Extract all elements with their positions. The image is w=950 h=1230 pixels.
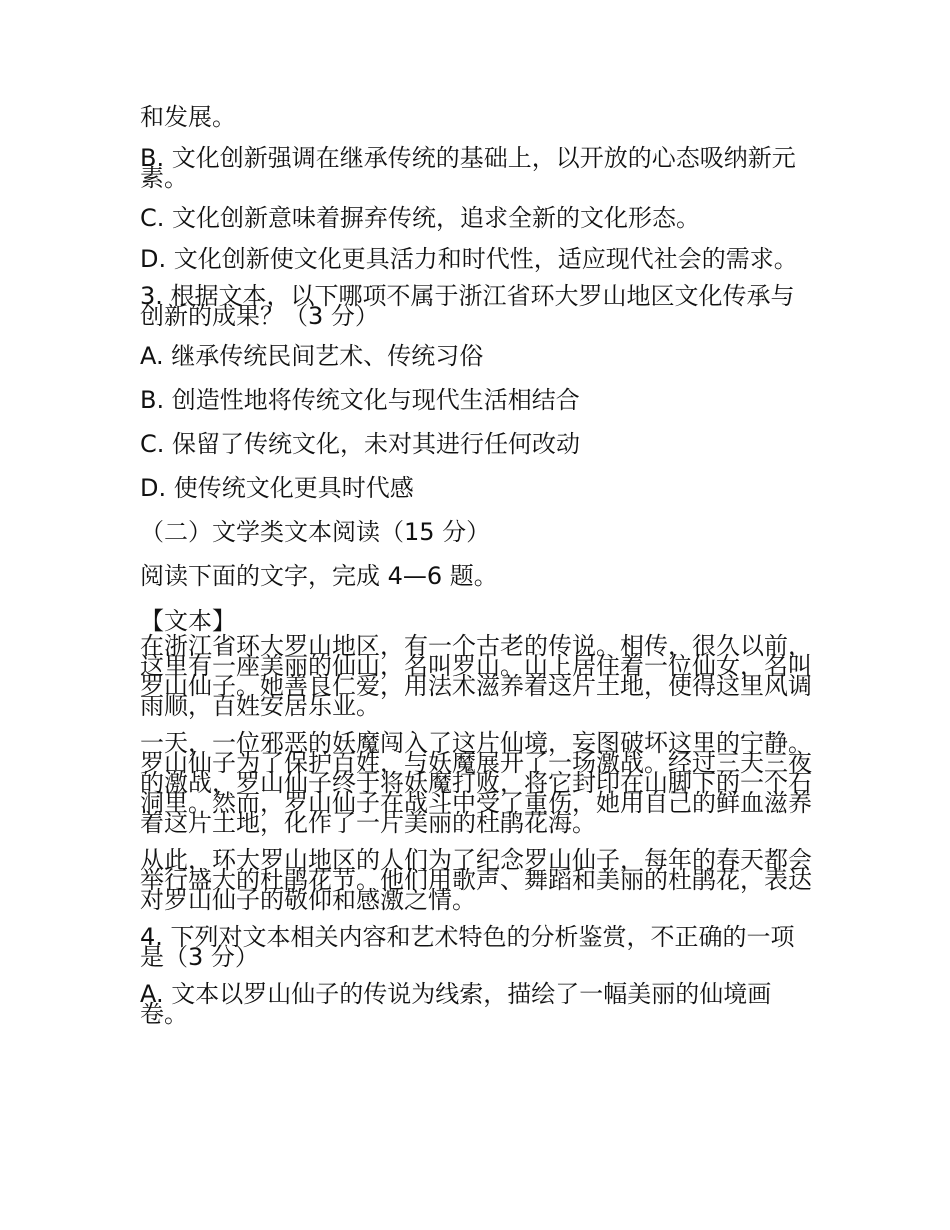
story-paragraph-2: 一天，一位邪恶的妖魔闯入了这片仙境，妄图破坏这里的宁静。罗山仙子为了保护百姓，与妖魔展开了一场激战。经过三天三夜的激战，罗山仙子终于将妖魔打败，将它封印在山脚下的一个石洞里。然而，罗山仙子在战斗中受了重伤，她用自己的鲜血滋养着这片土地，化作了一片美丽的杜鹃花海。: [140, 729, 812, 837]
question-3-option-a: A. 继承传统民间艺术、传统习俗: [140, 342, 484, 370]
question-3-option-b: B. 创造性地将传统文化与现代生活相结合: [140, 386, 580, 414]
question-4: 4. 下列对文本相关内容和艺术特色的分析鉴赏，不正确的一项是（3 分）: [140, 923, 795, 971]
option-b: B. 文化创新强调在继承传统的基础上，以开放的心态吸纳新元素。: [140, 144, 796, 192]
question-3-option-c: C. 保留了传统文化，未对其进行任何改动: [140, 430, 581, 458]
text-label: 【文本】: [140, 607, 236, 635]
document-body: [140, 104, 815, 1041]
question-3-option-d: D. 使传统文化更具时代感: [140, 474, 414, 502]
story-paragraph-1: 在浙江省环大罗山地区，有一个古老的传说。相传，很久以前，这里有一座美丽的仙山，名叫罗山。山上居住着一位仙女，名叫罗山仙子。她善良仁爱，用法术滋养着这片土地，使得这里风调雨顺，百姓安居乐业。: [140, 632, 812, 720]
story-paragraph-3: 从此，环大罗山地区的人们为了纪念罗山仙子，每年的春天都会举行盛大的杜鹃花节。他们用歌声、舞蹈和美丽的杜鹃花，表达对罗山仙子的敬仰和感激之情。: [140, 846, 812, 914]
option-d: D. 文化创新使文化更具活力和时代性，适应现代社会的需求。: [140, 245, 798, 273]
paragraph-continuation: 和发展。: [140, 103, 236, 131]
reading-instruction: 阅读下面的文字，完成 4—6 题。: [140, 562, 498, 590]
section-title: （二）文学类文本阅读（15 分）: [140, 518, 491, 546]
question-4-option-a: A. 文本以罗山仙子的传说为线索，描绘了一幅美丽的仙境画卷。: [140, 980, 772, 1028]
question-3: 3. 根据文本，以下哪项不属于浙江省环大罗山地区文化传承与创新的成果？（3 分）: [140, 282, 795, 330]
option-c: C. 文化创新意味着摒弃传统，追求全新的文化形态。: [140, 204, 701, 232]
